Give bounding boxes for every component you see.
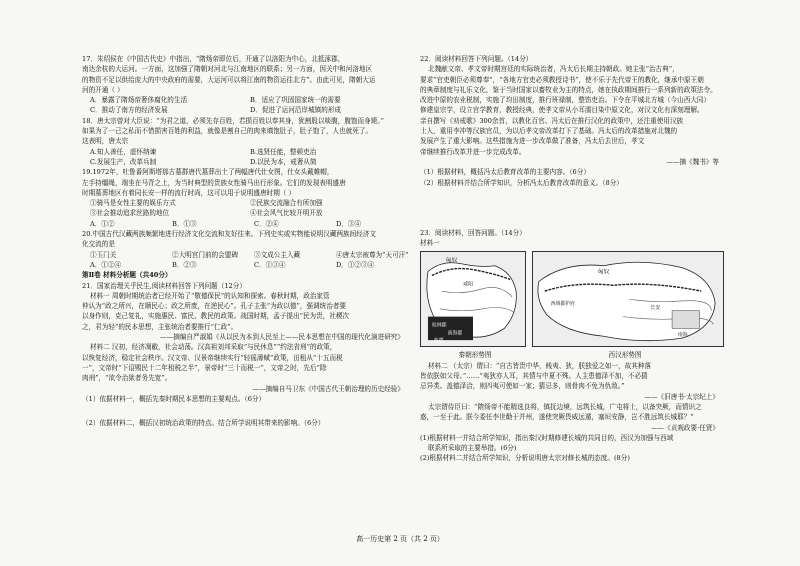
q19-answer-a: A．①② (90, 219, 115, 228)
q21-line: 以恢复经济，稳定社会秩序。汉文帝、汉景帝继续实行“轻徭薄赋”政策，田租从“十五而税 (82, 353, 343, 362)
q19-statement-2: ②民族交流融合有所加强 (250, 199, 323, 208)
qin-map-label: 南海郡 (447, 330, 463, 337)
q20-statement-4: ④唐太宗被尊为“天可汗” (336, 250, 409, 259)
q19-line: 19.1972年，吐鲁番阿斯塔那古墓群唐代墓葬出土了两幅唐代仕女图，仕女头戴帷帽， (82, 168, 334, 177)
q19-statement-1: ①骑马是女性主要的娱乐方式 (90, 199, 176, 208)
q17-option-b: B．适应了巩固国家统一的需要 (250, 96, 341, 105)
q19-statement-4: ④社会风气比较开明开放 (250, 209, 323, 218)
q23-material-2-line: 忌异类。盖德泽洽，则四夷可使如一家；猜忌多，则骨肉不免为仇敌。” (420, 382, 625, 391)
q22-text-line: 北魏献文帝、孝文帝时期宫廷的实际统治者，冯太后长期主持朝政。她主张“治古典”， (428, 65, 679, 74)
q18-line: 这表明，唐太宗 (82, 137, 129, 146)
q19-line: 左手持缰绳，端坐在马背之上，为当时典型的贵族女性骑马出行形象。它们的发现表明盛唐 (82, 178, 346, 187)
q18-option-b: B.选贤任能，整顿吏治 (250, 147, 317, 156)
q18-options-row (82, 147, 410, 157)
left-column (82, 54, 410, 428)
q22-text-line: 发展产生了重大影响。这些措施为进一步改革做了准备，冯太后去世后，孝文 (420, 137, 645, 146)
question-17 (82, 54, 410, 116)
q22-text-line: 亲自撰写《劝戒歌》300余首，以教化百官。冯太后在推行汉化的政策中，还注重使用汉族 (420, 116, 684, 125)
q20-statement-2: ②大明宫门前的会盟碑 (172, 250, 238, 259)
q17-line: 的物资不足以供给庞大的中央政府的需要，大运河可以将江南的物资运往北方”。由此可见，隋朝大运 (82, 75, 376, 84)
section-2-heading: 第Ⅱ卷 材料分析题（共40分） (82, 271, 172, 280)
q17-line: 17．朱绍侯在《中国古代史》中指出，“隋炀帝即位后，开通了以洛阳为中心，北抵涿郡， (82, 55, 345, 63)
q18-line: 18．唐太宗曾对大臣说：“为君之道，必须先存百姓，若损百姓以奉其身，犹割股以啖腹，腹饱而身毙。” (82, 116, 384, 125)
q20-line: 化交流的是 (82, 240, 115, 249)
q22-text-line: 的典章制度与礼乐文化，鉴于当时国家以畜牧业为主的特点，她在执政期间推行一系列新的政策法令。 (420, 85, 717, 94)
qin-map (420, 251, 526, 347)
q21-source: ——摘编自严淑娟《从以民为本到人民至上——民本思想在中国的现代化演进研究》 (160, 333, 404, 342)
han-map-label: 匈奴 (597, 269, 610, 276)
q23-material-3-line: 太宗谓侍臣曰：“隋炀帝不能精选良将，镇抚边境，远筑长城，广屯将士，以备突厥，而情识之 (428, 402, 702, 411)
q19-answers-row (82, 219, 410, 229)
q21-line: 材料一 周朝时期统治者已经开始了“敬德保民”的认知和探索。春秋时期，政治家管 (90, 291, 330, 300)
q17-line: 南达余杭的大运河。一方面，这加强了隋朝对河北与江南地区的联系；另一方面，因关中和河洛地区 (82, 65, 373, 74)
q21-question-2: （2）依据材料二，概括汉初统治政策的特点。结合所学说明其带来的影响。（6分） (82, 419, 325, 428)
q21-line: 肉刑”，“欲令治狱者务先宽”。 (82, 374, 172, 383)
q20-answers-row (82, 260, 410, 270)
q19-answer-b: B．①③ (172, 219, 197, 228)
han-map-caption: 西汉形势图 (608, 351, 642, 360)
qin-map-label: 桂林郡 (431, 322, 447, 329)
q17-options-row (82, 95, 410, 105)
q21-question-1: （1）依据材料一，概括先秦时期民本思想的主要观点。（6分） (82, 394, 266, 403)
question-18 (82, 116, 410, 167)
q19-answer-c: C．②④ (254, 219, 279, 228)
han-map-label: 南海 (677, 332, 688, 339)
question-20 (82, 229, 410, 270)
q20-answer-b: B．②③ (172, 260, 197, 269)
q23-heading: 23．阅读材料，回答问题。（14分） (420, 228, 526, 237)
q23-material-2-source: ——《旧唐书·太宗纪上》 (644, 392, 719, 401)
q20-statements-row (82, 250, 410, 260)
q22-heading: 22．阅读材料回答下列问题。（14分） (420, 55, 533, 63)
q21-line: 仲认为“政之所兴，在顺民心；政之所废，在逆民心”。孔子主张“为政以德”，强调统治者要 (82, 302, 347, 311)
western-han-map-drawing (533, 252, 723, 346)
right-column (420, 54, 725, 464)
q23-material-2-line: 皆依朕如父母。”……“夷狄亦人耳，其情与中夏不殊。人主患德泽不加，不必猜 (420, 372, 648, 381)
q21-line: 之，君为轻”的民本思想，主张统治者要推行“仁政”。 (82, 322, 238, 331)
qin-map-label: 咸阳 (463, 281, 473, 288)
q19-statements-row (82, 208, 410, 218)
q23-material-3-line: 惑，一至于此。朕今委任李世勣于并州，遂使突厥畏威远遁，塞垣安静，岂不胜远筑长城耶？” (420, 413, 694, 422)
q22-question-1: （1）根据材料，概括冯太后教育改革的主要内容。（6分） (420, 168, 590, 177)
q23-question-1: (1)根据材料一并结合所学知识，指出秦汉时期修建长城的共同目的，西汉为加强与西域 (420, 433, 674, 442)
qin-map-drawing (421, 252, 525, 346)
q22-text-line: 士人，重用李冲等汉族官员，为以后孝文帝改革打下了基础。冯太后的改革措施对北魏的 (420, 127, 678, 136)
map-figures (420, 251, 725, 347)
q19-statement-3: ③社会推动追求丝路的地位 (90, 209, 170, 218)
q17-option-a: A．暴露了隋炀帝奢侈腐化的生活 (90, 96, 188, 105)
q18-option-d: D.以民为本，戒奢从简 (250, 157, 317, 166)
q20-answer-c: C．①③④ (254, 260, 286, 269)
western-han-map (532, 251, 724, 347)
han-map-label: 长安 (650, 305, 661, 312)
q23-question-1-cont: 联系所采取的主要举措。(6分) (428, 444, 517, 453)
q22-source: ——摘《魏书》等 (666, 157, 719, 166)
han-map-label: 西域都护府 (550, 301, 576, 308)
q21-source: ——摘编自马卫东《中国古代王朝治理的历史经验》 (252, 384, 404, 393)
q23-material-1-label: 材料一 (420, 239, 440, 248)
q21-line: 21．国家治理关乎民生,阅读材料回答下列问题（12分） (82, 281, 246, 290)
q22-text-line: 修建皇宗学，设立官学教育，教授经典，使孝文帝从小耳濡目染中原文化，对汉文化有深刻理解。 (420, 106, 704, 115)
qin-map-label: 匈奴 (445, 258, 458, 265)
q20-statement-1: ①玉门关 (90, 250, 117, 259)
q17-line: 河的开通（ ） (82, 85, 124, 94)
question-21 (82, 281, 410, 429)
q18-options-row (82, 157, 410, 167)
q20-answer-a: A．①②④ (90, 260, 122, 269)
q21-line: 以身作则，克己复礼，实施惠民、富民、教民的政策。战国时期，孟子提出“民为贵，社稷次 (82, 312, 350, 321)
q20-answer-d: D．①②③④ (336, 260, 375, 269)
q23-material-3-source: ——《贞观政要·任贤》 (650, 423, 719, 432)
q17-option-c: C．推动了南方的经济发展 (90, 106, 168, 115)
q17-options-row (82, 105, 410, 115)
q17-option-d: D．促进了运河沿岸城镇的形成 (250, 106, 342, 115)
q19-line: 时期墓葬地区有着同长安一样的流行时尚，这可以用于说明盛唐时期（ ） (82, 188, 296, 197)
q22-text-line: 改进中原的农业税制，实施了均田制度，推行班禄制，整饬吏治。下令在平城北方城（今山西大同） (420, 96, 711, 105)
q21-line: 材料二 汉初，经济凋敝，社会动荡。汉高祖刘邦采取“与民休息”“约法省刑”的政策， (90, 343, 337, 352)
q22-question-2: （2）根据材料并结合所学知识，分析冯太后教育改革的意义。（8分） (420, 178, 623, 187)
q22-text-line: 帝继续推行改革并进一步完成改革。 (420, 147, 526, 156)
q18-line: 如果为了一己之私而不惜损害百姓的利益，就像是割自己的肉来填饱肚子，肚子饱了，人也就死了。 (82, 127, 373, 136)
q23-material-2-line: 材料二 （太宗）谓曰：“自古皆贵中华，贱夷、狄，朕独爱之如一，故其种落 (428, 361, 652, 370)
map-captions (420, 350, 725, 360)
q19-statements-row (82, 198, 410, 208)
page-footer: 高一历史第 2 页（共 2 页） (356, 535, 444, 543)
qin-map-label: 象郡 (433, 338, 444, 345)
q20-line: 20.中国古代汉藏两族频繁地进行经济文化交流和友好往来。下列史实或实物能说明汉藏两族间经济文 (82, 230, 377, 239)
qin-map-caption: 秦朝形势图 (458, 351, 492, 360)
q23-question-2: (2)根据材料二并结合所学知识，分析说明唐太宗对修长城的态度。(8分) (420, 454, 630, 463)
q22-text-line: 要求“官吏朝臣必须尊奉”，“各地方官吏必须教授诗书”，使不乐于先代帝王的教化，继承中原王朝 (420, 75, 704, 84)
q19-answer-d: D．③④ (336, 219, 362, 228)
q20-statement-3: ③文成公主入藏 (254, 250, 301, 259)
q18-option-c: C.发展生产，改革兵制 (90, 157, 157, 166)
q21-line: 一”，文帝时“下诏赐民十二年租税之半”，景帝时“三十而税一”，文帝之时，先后“除 (82, 363, 327, 372)
q18-option-a: A.知人善任，虚怀纳谏 (90, 147, 157, 156)
question-19 (82, 167, 410, 229)
